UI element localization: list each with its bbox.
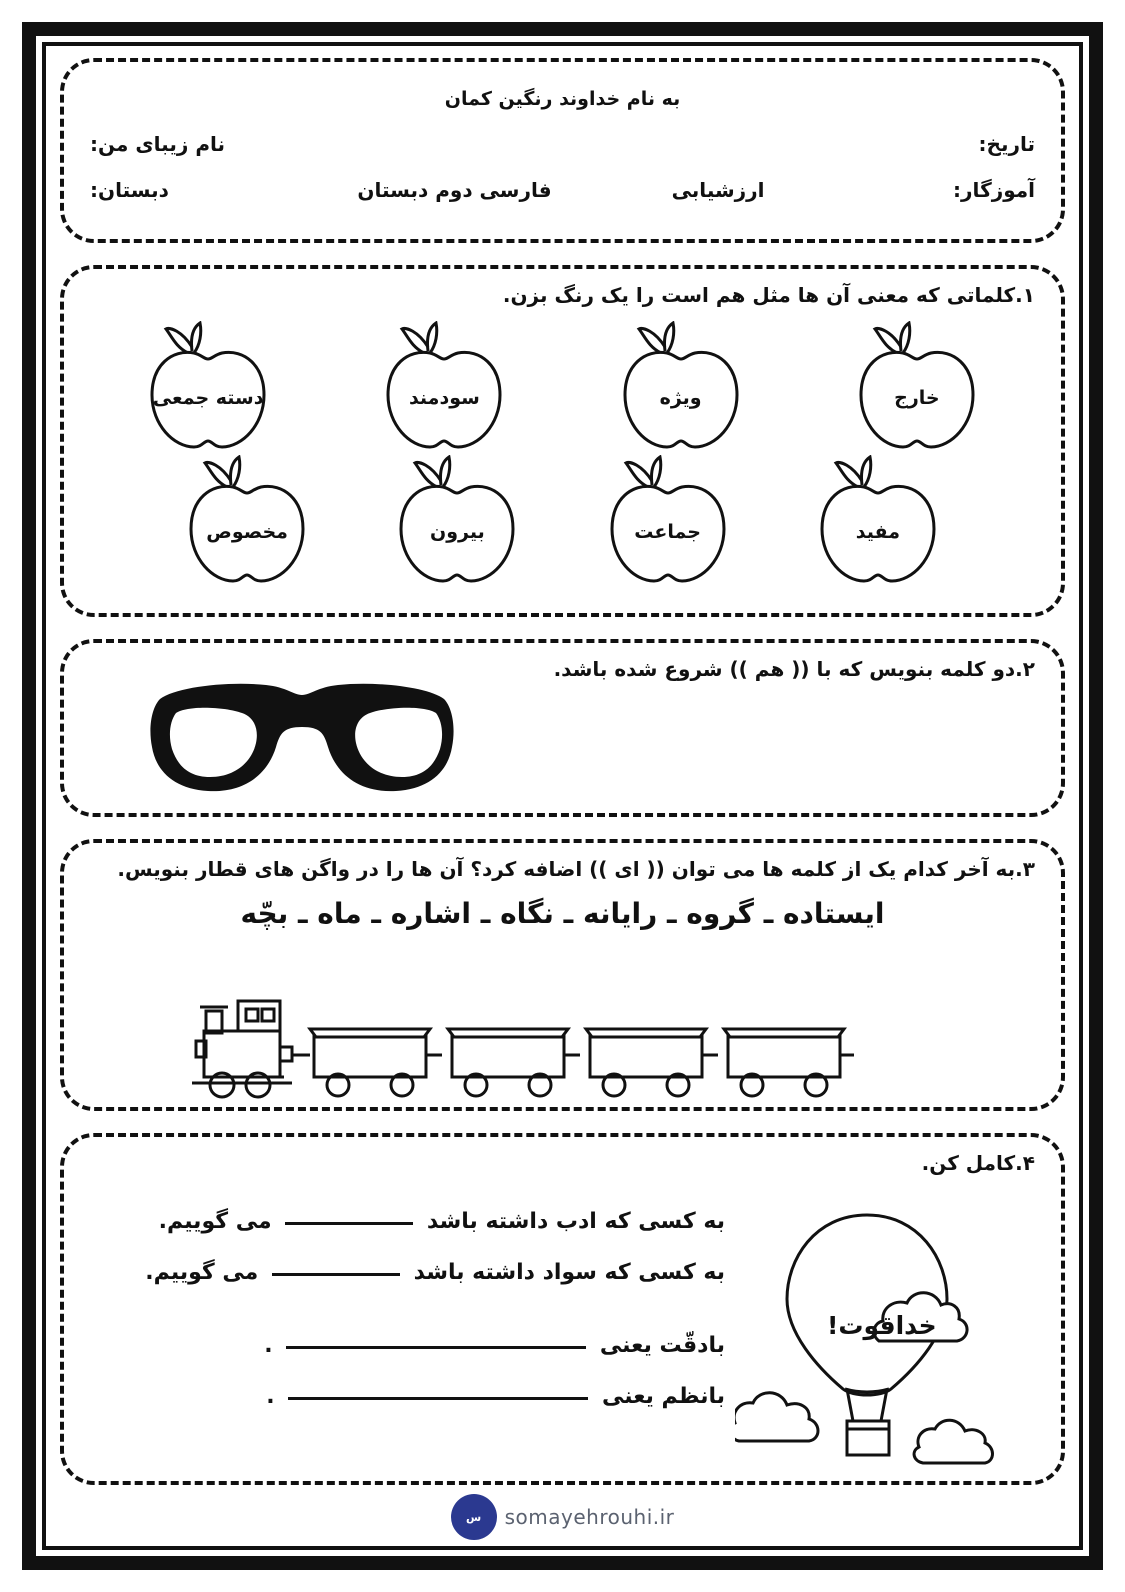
question-3-box [60, 839, 1065, 1111]
question-3-title: ۳.به آخر کدام یک از کلمه ها می توان (( ای )) اضافه کرد؟ آن ها را در واگن های قطار بنویس. [117, 857, 1035, 881]
fill-in-suffix: . [266, 1384, 275, 1409]
blank-field[interactable] [272, 1271, 400, 1276]
fill-in-suffix: می گوییم. [158, 1209, 272, 1234]
fill-in-lines [90, 1193, 735, 1483]
hot-air-balloon-icon [735, 1193, 1035, 1483]
apple-row-2 [90, 455, 1035, 587]
header-box [60, 58, 1065, 243]
apple-item[interactable] [592, 455, 744, 587]
apple-word: ویژه [659, 387, 702, 409]
apple-row-1 [90, 321, 1035, 453]
apple-item[interactable] [132, 321, 284, 453]
question-1-box [60, 265, 1065, 617]
apple-item[interactable] [368, 321, 520, 453]
question-4-body [90, 1193, 1035, 1483]
site-url: somayehrouhi.ir [504, 1505, 675, 1529]
apple-item[interactable] [381, 455, 533, 587]
assessment-label: ارزشیابی [671, 178, 765, 202]
fill-in-line[interactable] [90, 1333, 725, 1358]
apple-word: جماعت [634, 521, 701, 543]
fill-in-prefix: بانظم یعنی [601, 1384, 725, 1409]
apple-item[interactable] [605, 321, 757, 453]
glasses-icon [142, 673, 462, 807]
blank-field[interactable] [288, 1395, 588, 1400]
apple-word: سودمند [408, 387, 480, 409]
site-logo-icon: س [451, 1494, 497, 1540]
fill-in-prefix: به کسی که سواد داشته باشد [413, 1260, 725, 1285]
apple-item[interactable] [171, 455, 323, 587]
balloon-text: خداقوت! [827, 1311, 937, 1340]
blank-field[interactable] [285, 1220, 413, 1225]
worksheet-content [60, 58, 1065, 1534]
bismillah-text: به نام خداوند رنگین کمان [444, 88, 681, 110]
footer [60, 1494, 1065, 1540]
apple-word: خارج [894, 387, 940, 409]
school-label: دبستان: [90, 178, 169, 202]
apple-word: بیرون [430, 521, 485, 543]
question-4-title: ۴.کامل کن. [921, 1151, 1035, 1175]
student-name-label: نام زیبای من: [90, 132, 226, 156]
fill-in-line[interactable] [90, 1209, 725, 1234]
apple-word: دسته جمعی [152, 387, 264, 409]
header-row-1 [90, 132, 1035, 156]
question-2-box [60, 639, 1065, 817]
question-4-box [60, 1133, 1065, 1485]
question-2-title: ۲.دو کلمه بنویس که با (( هم )) شروع شده باشد. [553, 657, 1035, 681]
train-icon [182, 985, 872, 1109]
question-3-words: ایستاده ـ گروه ـ رایانه ـ نگاه ـ اشاره ـ ماه ـ بچّه [240, 897, 885, 930]
date-label: تاریخ: [978, 132, 1035, 156]
fill-in-prefix: بادقّت یعنی [599, 1333, 725, 1358]
header-row-2 [90, 178, 1035, 202]
fill-in-prefix: به کسی که ادب داشته باشد [426, 1209, 725, 1234]
fill-in-line[interactable] [90, 1384, 725, 1409]
apple-word: مخصوص [206, 521, 288, 543]
fill-in-suffix: می گوییم. [145, 1260, 259, 1285]
teacher-label: آموزگار: [953, 178, 1035, 202]
fill-in-suffix: . [264, 1333, 273, 1358]
fill-in-line[interactable] [90, 1260, 725, 1285]
apple-item[interactable] [841, 321, 993, 453]
blank-field[interactable] [286, 1344, 586, 1349]
apple-word: مفید [855, 521, 900, 543]
subject-label: فارسی دوم دبستان [357, 178, 552, 202]
question-1-title: ۱.کلماتی که معنی آن ها مثل هم است را یک رنگ بزن. [502, 283, 1035, 307]
apple-item[interactable] [802, 455, 954, 587]
